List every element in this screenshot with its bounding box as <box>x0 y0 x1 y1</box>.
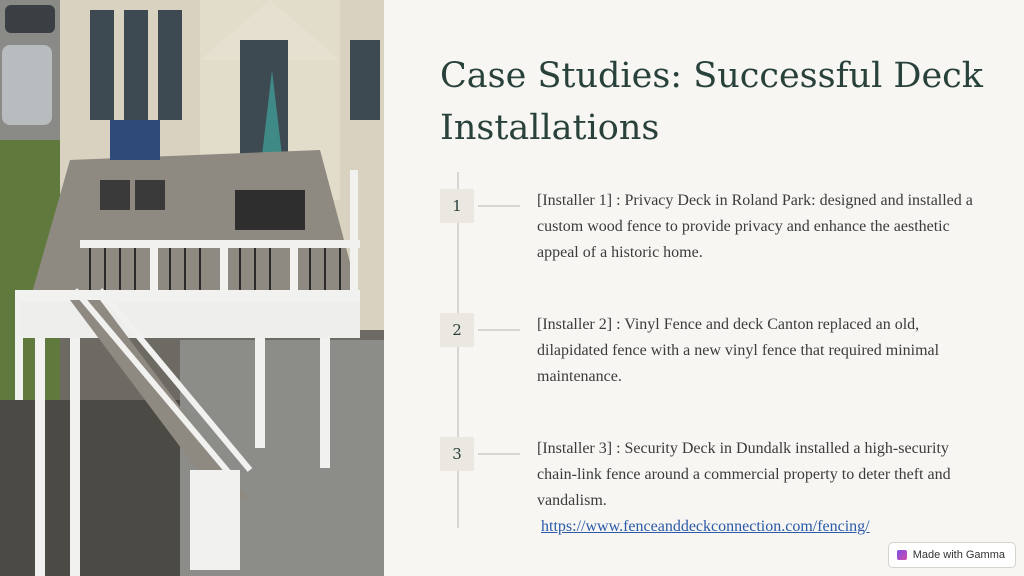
timeline-line <box>457 172 459 528</box>
fencing-link[interactable]: https://www.fenceanddeckconnection.com/fencing/ <box>541 518 870 535</box>
step-number-1: 1 <box>440 189 474 223</box>
case-study-1-text: [Installer 1] : Privacy Deck in Roland Park: designed and installed a custom wood fence to provide privacy and enhance the aesthetic appeal of a historic home. <box>537 192 973 261</box>
case-study-1 <box>537 188 977 266</box>
case-study-3 <box>537 436 977 540</box>
case-study-2 <box>537 312 977 390</box>
badge-label: Made with Gamma <box>912 549 1005 561</box>
timeline-connector-3 <box>478 453 520 455</box>
deck-photo <box>0 0 384 576</box>
case-study-2-text: [Installer 2] : Vinyl Fence and deck Canton replaced an old, dilapidated fence with a new vinyl fence that required minimal maintenance. <box>537 316 940 385</box>
case-study-3-text: [Installer 3] : Security Deck in Dundalk installed a high-security chain-link fence around a commercial property to deter theft and vandalism. <box>537 440 951 509</box>
gamma-logo-icon <box>897 550 907 560</box>
timeline-connector-1 <box>478 205 520 207</box>
made-with-gamma-badge[interactable] <box>888 542 1016 568</box>
timeline-connector-2 <box>478 329 520 331</box>
step-number-2: 2 <box>440 313 474 347</box>
slide-title: Case Studies: Successful Deck Installations <box>440 56 983 148</box>
step-number-3: 3 <box>440 437 474 471</box>
